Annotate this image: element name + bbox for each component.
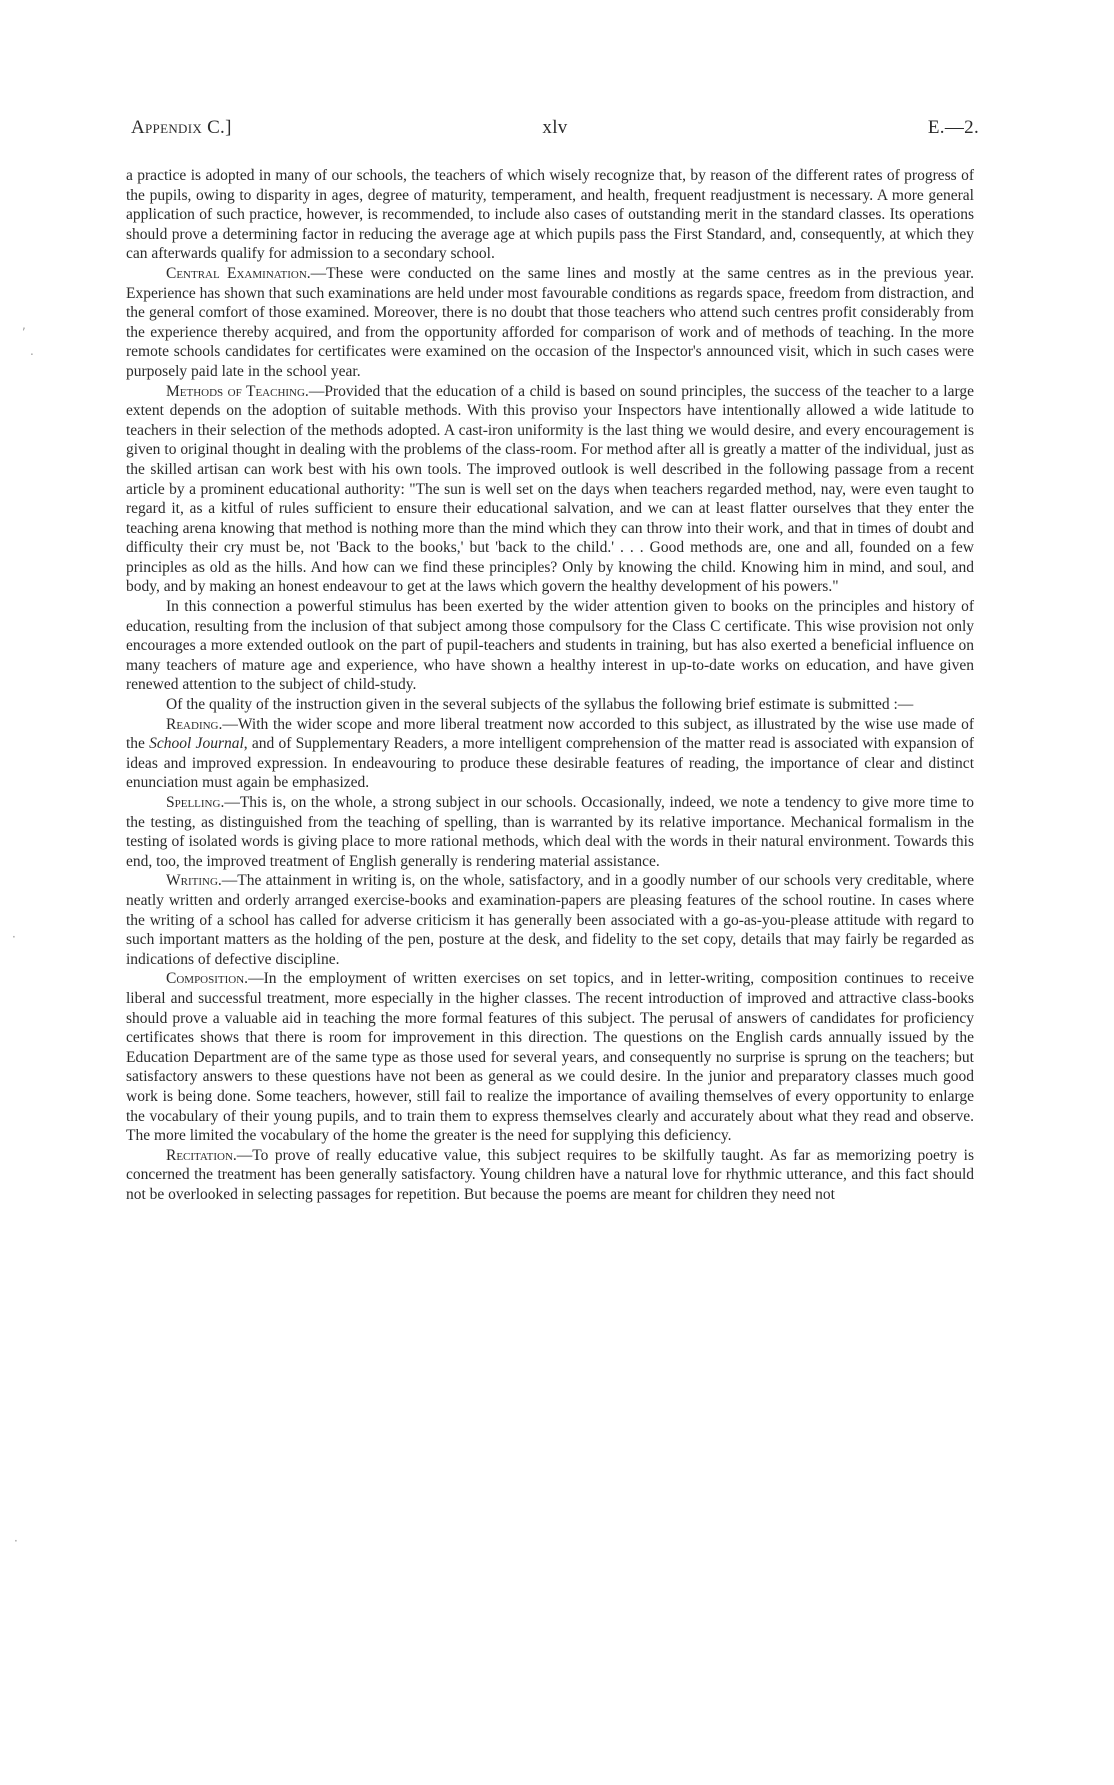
section-heading: Reading. [166, 715, 223, 733]
scan-speck: . [30, 344, 34, 358]
paragraph-text: —With the wider scope and more liberal treatment now accorded to this subject, as illustrated by the wise use made of the [126, 715, 974, 753]
paragraph-reading [126, 715, 974, 793]
paragraph-quality-estimate [126, 695, 974, 715]
paragraph-methods-of-teaching [126, 382, 974, 598]
paragraph-central-examination [126, 264, 974, 382]
section-heading: Recitation. [166, 1146, 237, 1164]
section-heading: Central Examination. [166, 264, 311, 282]
paragraph-recitation [126, 1146, 974, 1205]
paragraph-writing [126, 871, 974, 969]
paragraph-text: —To prove of really educative value, this subject requires to be skilfully taught. As far as memorizing poetry is concerned the treatment has been generally satisfactory. Young children have a natural love for rhythmic utterance, and this fact should not be overlooked in selecting passages for repetition. But because the poems are meant for children they need not [126, 1146, 974, 1203]
section-heading: Composition. [166, 970, 249, 988]
paragraph-composition [126, 969, 974, 1145]
paragraph-text: —The attainment in writing is, on the whole, satisfactory, and in a goodly number of our schools very creditable, where neatly written and orderly arranged exercise-books and examination-papers are pleasing features of the school routine. In cases where the writing of a school has called for adverse criticism it has generally been associated with a go-as-you-please attitude with regard to such important matters as the holding of the pen, posture at the desk, and fidelity to the set copy, details that may fairly be regarded as indications of defective discipline. [126, 872, 974, 968]
paragraph-stimulus [126, 597, 974, 695]
scan-speck: , [22, 318, 26, 332]
page-header [131, 117, 979, 143]
paragraph-text: —This is, on the whole, a strong subject in our schools. Occasionally, indeed, we note a tendency to give more time to the testing, as distinguished from the teaching of spelling, than is warranted by its relative importance. Mechanical formalism in the testing of isolated words is giving place to more rational methods, which deal with the words in their natural environment. Towards this end, too, the improved treatment of English generally is rendering material assistance. [126, 794, 974, 870]
page-body [126, 166, 974, 1204]
scan-speck: · [12, 930, 16, 944]
publication-title: School Journal [149, 735, 244, 753]
paragraph-spelling [126, 793, 974, 871]
paragraph-text: —Provided that the education of a child is based on sound principles, the success of the teacher to a large extent depends on the adoption of suitable methods. With this proviso your Inspectors have intentionally allowed a wide latitude to teachers in their selection of the methods adopted. A cast-iron uniformity is the last thing we would desire, and every encouragement is given to original thought in dealing with the problems of the class-room. For method after all is greatly a matter of the individual, just as the skilled artisan can work best with his own tools. The improved outlook is well described in the following passage from a recent article by a prominent educational authority: "The sun is well set on the days when teachers regarded method, nay, were even taught to regard it, as a kitful of rules sufficient to ensure their educational salvation, and we can at least flatter ourselves that they enter the teaching arena knowing that method is nothing more than the mind which they can throw into their work, and that in times of doubt and difficulty their cry must be, not 'Back to the books,' but 'back to the child.' . . . Good methods are, one and all, founded on a few principles as old as the hills. And how can we find these principles? Only by knowing the child. Knowing him in mind, and soul, and body, and by making an honest endeavour to get at the laws which govern the healthy development of his powers." [126, 382, 974, 596]
scan-speck: · [14, 1534, 18, 1548]
paragraph-text: —These were conducted on the same lines and mostly at the same centres as in the previous year. Experience has shown that such examinations are held under most favourable conditions as regards space, freedom from distraction, and the general comfort of those examined. Moreover, there is no doubt that those teachers who attend such centres profit considerably from the experience thereby acquired, and from the opportunity afforded for comparison of work and of methods of teaching. In the more remote schools candidates for certificates were examined on the occasion of the Inspector's announced visit, which in such cases were purposely paid late in the school year. [126, 264, 974, 380]
section-heading: Spelling. [166, 794, 225, 811]
section-heading: Methods of Teaching. [166, 382, 309, 400]
section-heading: Writing. [166, 872, 222, 890]
paragraph-text: Of the quality of the instruction given in the several subjects of the syllabus the following brief estimate is submitted :— [166, 696, 914, 714]
paragraph-text: In this connection a powerful stimulus has been exerted by the wider attention given to books on the principles and history of education, resulting from the inclusion of that subject among those compulsory for the Class C certificate. This wise provision not only encourages a more extended outlook on the part of pupil-teachers and students in training, but has also exerted a beneficial influence on many teachers of mature age and experience, who have shown a healthy interest in up-to-date works on education, and have given renewed attention to the subject of child-study. [126, 598, 974, 694]
header-document-code: E.—2. [927, 117, 979, 138]
paragraph-intro [126, 166, 974, 264]
paragraph-text: , and of Supplementary Readers, a more intelligent comprehension of the matter read is associated with expansion of ideas and improved expression. In endeavouring to produce these desirable features of reading, the importance of clear and distinct enunciation must again be emphasized. [126, 735, 975, 792]
paragraph-text: —In the employment of written exercises on set topics, and in letter-writing, composition continues to receive liberal and successful treatment, more especially in the higher classes. The recent introduction of improved and attractive class-books should prove a valuable aid in teaching the more formal features of this subject. The perusal of answers of candidates for proficiency certificates shows that there is room for improvement in this direction. The questions on the English cards annually issued by the Education Department are of the same type as those used for several years, and consequently no surprise is sprung on the teachers; but satisfactory answers to these questions have not been as general as we could desire. In the junior and preparatory classes much good work is being done. Some teachers, however, still fail to realize the importance of availing themselves of every opportunity to enlarge the vocabulary of their young pupils, and to train them to express themselves clearly and accurately about what they read and observe. The more limited the vocabulary of the home the greater is the need for supplying this deficiency. [126, 970, 974, 1145]
paragraph-text: a practice is adopted in many of our schools, the teachers of which wisely recognize that, by reason of the different rates of progress of the pupils, owing to disparity in ages, degree of maturity, temperament, and health, frequent readjustment is necessary. A more general application of such practice, however, is recommended, to include also cases of outstanding merit in the standard classes. Its operations should prove a determining factor in reducing the average age at which pupils pass the First Standard, and, consequently, at which they can afterwards qualify for admission to a secondary school. [126, 167, 974, 263]
header-appendix: Appendix C.] [131, 117, 232, 138]
page-number: xlv [542, 117, 568, 138]
